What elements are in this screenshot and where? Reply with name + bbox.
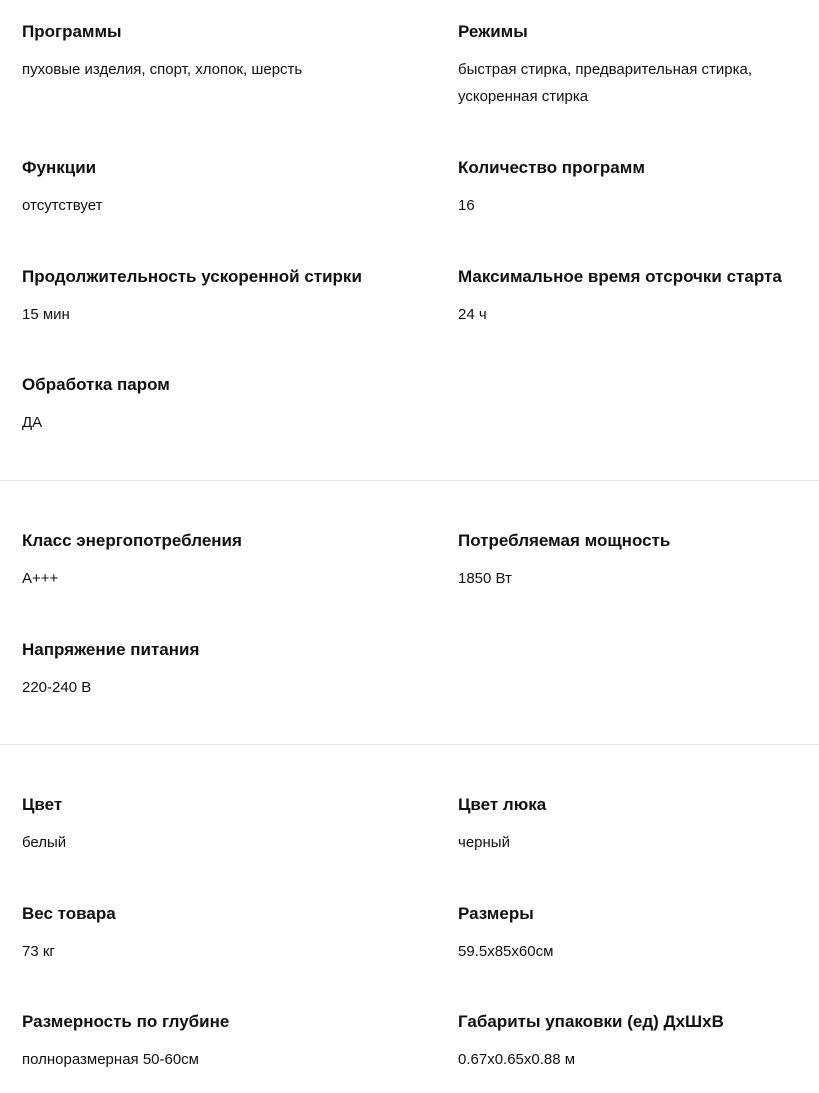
spec-label: Вес товара: [22, 904, 116, 923]
spec-value: 0.67x0.65x0.88 м: [458, 1051, 576, 1068]
spec-item: [22, 903, 422, 965]
spec-value: полноразмерная 50-60см: [22, 1051, 199, 1068]
spec-item: [458, 266, 808, 328]
spec-value: 59.5x85x60см: [458, 943, 554, 960]
spec-item: [22, 794, 422, 856]
spec-value: 220-240 В: [22, 679, 92, 696]
spec-label: Размерность по глубине: [22, 1012, 230, 1031]
spec-label: Функции: [22, 158, 97, 177]
spec-label: Класс энергопотребления: [22, 531, 242, 550]
spec-value: ДА: [22, 414, 43, 431]
spec-item: [22, 374, 422, 436]
spec-label: Количество программ: [458, 158, 645, 177]
spec-item: [458, 157, 808, 219]
spec-value: черный: [458, 834, 510, 851]
spec-label: Напряжение питания: [22, 640, 200, 659]
spec-value: 1850 Вт: [458, 570, 512, 587]
spec-value: пуховые изделия, спорт, хлопок, шерсть: [22, 61, 303, 78]
spec-item: [22, 530, 422, 592]
spec-label: Цвет люка: [458, 795, 547, 814]
spec-label: Обработка паром: [22, 375, 170, 394]
spec-label: Габариты упаковки (ед) ДxШxВ: [458, 1012, 724, 1031]
spec-label: Режимы: [458, 22, 528, 41]
spec-label: Размеры: [458, 904, 534, 923]
specs-section-power: [0, 481, 819, 745]
spec-label: Продолжительность ускоренной стирки: [22, 267, 362, 286]
specs-section-programs: [0, 0, 819, 481]
spec-value: A+++: [22, 570, 59, 587]
specs-section-appearance: [0, 745, 819, 1093]
spec-value: 24 ч: [458, 306, 487, 323]
spec-item: [458, 530, 808, 592]
spec-value: белый: [22, 834, 67, 851]
spec-item: [22, 157, 422, 219]
spec-item: [22, 21, 422, 83]
spec-label: Максимальное время отсрочки старта: [458, 267, 782, 286]
spec-value: 16: [458, 197, 475, 214]
spec-item: [22, 266, 422, 328]
spec-value: 15 мин: [22, 306, 70, 323]
spec-item: [458, 1011, 808, 1073]
spec-item: [458, 903, 808, 965]
spec-value: быстрая стирка, предварительная стирка, ускоренная стирка: [458, 61, 752, 105]
spec-item: [458, 21, 808, 110]
spec-item: [458, 794, 808, 856]
spec-item: [22, 639, 422, 701]
spec-value: 73 кг: [22, 943, 55, 960]
spec-label: Программы: [22, 22, 122, 41]
spec-label: Цвет: [22, 795, 63, 814]
spec-value: отсутствует: [22, 197, 103, 214]
spec-label: Потребляемая мощность: [458, 531, 671, 550]
spec-item: [22, 1011, 422, 1073]
